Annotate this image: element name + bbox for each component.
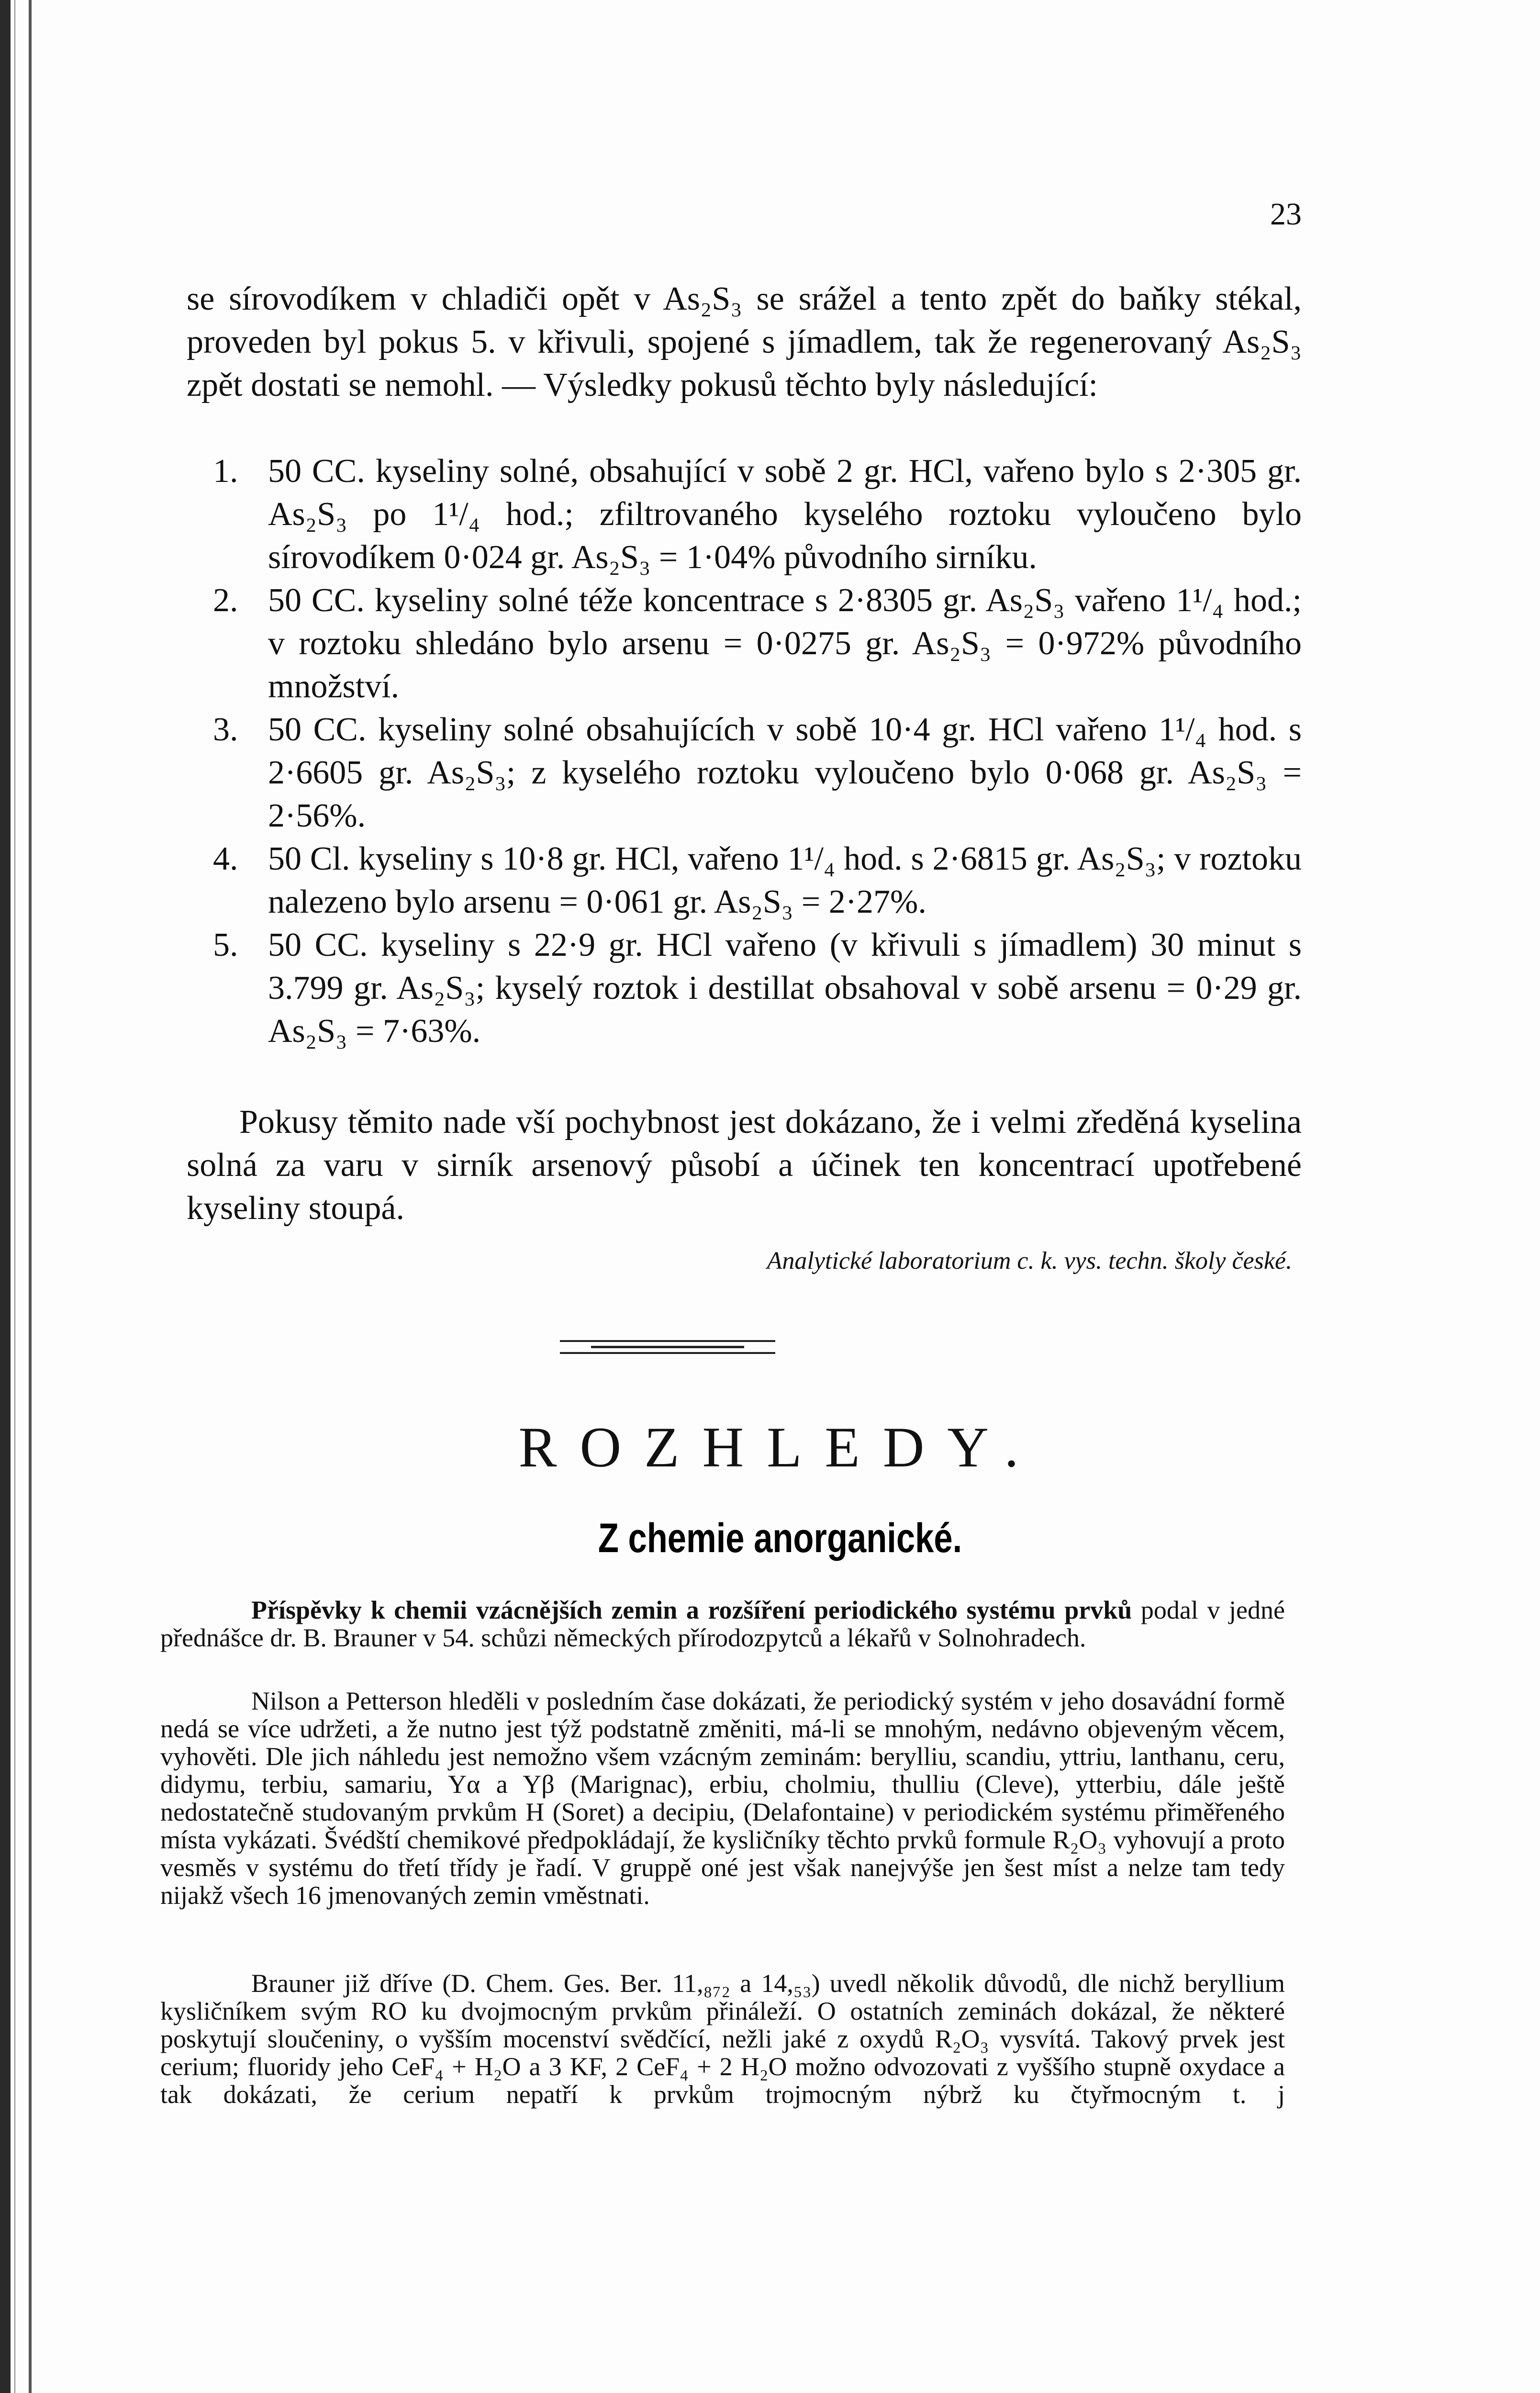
experiment-text: 50 CC. kyseliny s 22·9 gr. HCl vařeno (v křivuli s jímadlem) 30 minut s 3.799 gr. As₂S₃; kyselý roztok i destillat obsahoval v sobě arsenu = 0·29 gr. As₂S₃ = 7·63%. [268,927,1302,1050]
attribution: Analytické laboratorium c. k. vys. techn. školy české. [767,1247,1292,1275]
divider-line [560,1340,775,1342]
experiment-list [187,450,1302,1053]
experiment-text: 50 CC. kyseliny solné téže koncentrace s 2·8305 gr. As₂S₃ vařeno 1¹/₄ hod.; v roztoku shledáno bylo arsenu = 0·0275 gr. As₂S₃ = 0·972% původního množství. [268,582,1302,705]
experiment-text: 50 CC. kyseliny solné, obsahující v sobě 2 gr. HCl, vařeno bylo s 2·305 gr. As₂S₃ po 1¹/₄ hod.; zfiltrovaného kyselého roztoku vyloučeno bylo sírovodíkem 0·024 gr. As₂S₃ = 1·04% původního sirníku. [268,453,1302,576]
section-divider [560,1335,775,1364]
conclusion-paragraph [187,1101,1302,1230]
divider-line [591,1346,744,1348]
brauner-text: Brauner již dříve (D. Chem. Ges. Ber. 11,₈₇₂ a 14,₅₃) uvedl několik důvodů, dle nichž beryllium kysličníkem svým RO ku dvojmocným prvkům přináleží. O ostatních zeminách dokázal, že některé poskytují sloučeniny, o vyšším mocenství svědčící, nežli jaké z oxydů R₂O₃ vysvítá. Takový prvek jest cerium; fluoridy jeho CeF₄ + H₂O a 3 KF, 2 CeF₄ + 2 H₂O možno odvozovati z vyššího stupně oxydace a tak dokázati, že cerium nepatří k prvkům trojmocným nýbrž ku čtyřmocným t. j [160,1969,1285,2109]
intro-text: se sírovodíkem v chladiči opět v As₂S₃ se srážel a tento zpět do baňky stékal, proveden byl pokus 5. v křivuli, spojené s jímadlem, tak že regenerovaný As₂S₃ zpět dostati se nemohl. — Výsledky pokusů těchto byly následující: [187,280,1302,403]
experiment-item [187,450,1302,579]
article-heading [160,1596,1285,1652]
divider-line [560,1352,775,1354]
nilson-text: Nilson a Petterson hleděli v posledním čase dokázati, že periodický systém v jeho dosavádní formě nedá se více udržeti, a že nutno jest týž podstatně změniti, má-li se mnohým, nedávno objeveným věcem, vyhověti. Dle jich náhledu jest nemožno všem vzácným zeminám: berylliu, scandiu, yttriu, lanthanu, ceru, didymu, terbiu, samariu, Yα a Yβ (Marignac), erbiu, cholmiu, thulliu (Cleve), ytterbiu, dále ještě nedostatečně studovaným prvkům H (Soret) a decipiu, (Delafontaine) v periodickém systému přiměřeného místa vykázati. Švédští chemikové předpokládají, že kysličníky těchto prvků formule R₂O₃ vyhovují a proto vesměs v systému do třetí třídy je řadí. V gruppě oné jest však nanejvýše jen šest míst a nelze tam tedy nijakž všech 16 jmenovaných zemin vměstnati. [160,1687,1285,1910]
experiment-number: 3. [213,711,238,748]
experiment-number: 4. [213,840,238,877]
article-title: Příspěvky k chemii vzácnějších zemin a rozšíření periodického systému prvků [251,1596,1132,1624]
nilson-paragraph [160,1687,1285,1909]
experiment-number: 5. [213,927,238,963]
experiment-number: 1. [213,453,238,490]
experiment-item [187,708,1302,838]
experiment-item [187,579,1302,708]
experiment-item [187,924,1302,1053]
scan-line [14,0,15,2393]
conclusion-text: Pokusy těmito nade vší pochybnost jest dokázano, že i velmi zředěná kyselina solná za varu v sirník arsenový působí a účinek ten koncentrací upotřebené kyseliny stoupá. [187,1104,1302,1227]
experiment-item [187,838,1302,924]
experiment-text: 50 CC. kyseliny solné obsahujících v sobě 10·4 gr. HCl vařeno 1¹/₄ hod. s 2·6605 gr. As₂S₃; z kyselého roztoku vyloučeno bylo 0·068 gr. As₂S₃ = 2·56%. [268,711,1302,834]
brauner-paragraph [160,1969,1285,2108]
subsection-title: Z chemie anorganické. [598,1515,962,1561]
section-title: ROZHLEDY. [518,1415,1042,1479]
experiment-number: 2. [213,582,238,619]
binding-edge [0,0,11,2393]
article-heading-text [160,1596,1285,1652]
experiment-text: 50 Cl. kyseliny s 10·8 gr. HCl, vařeno 1¹/₄ hod. s 2·6815 gr. As₂S₃; v roztoku nalezeno bylo arsenu = 0·061 gr. As₂S₃ = 2·27%. [268,840,1302,920]
intro-paragraph [187,278,1302,407]
article-byline: podal v jedné přednášce dr. B. Brauner v 54. schůzi německých přírodozpytců a lékařů v Solnohradech. [160,1596,1285,1652]
binding-shadow [29,0,32,2393]
page-number: 23 [1270,197,1302,232]
